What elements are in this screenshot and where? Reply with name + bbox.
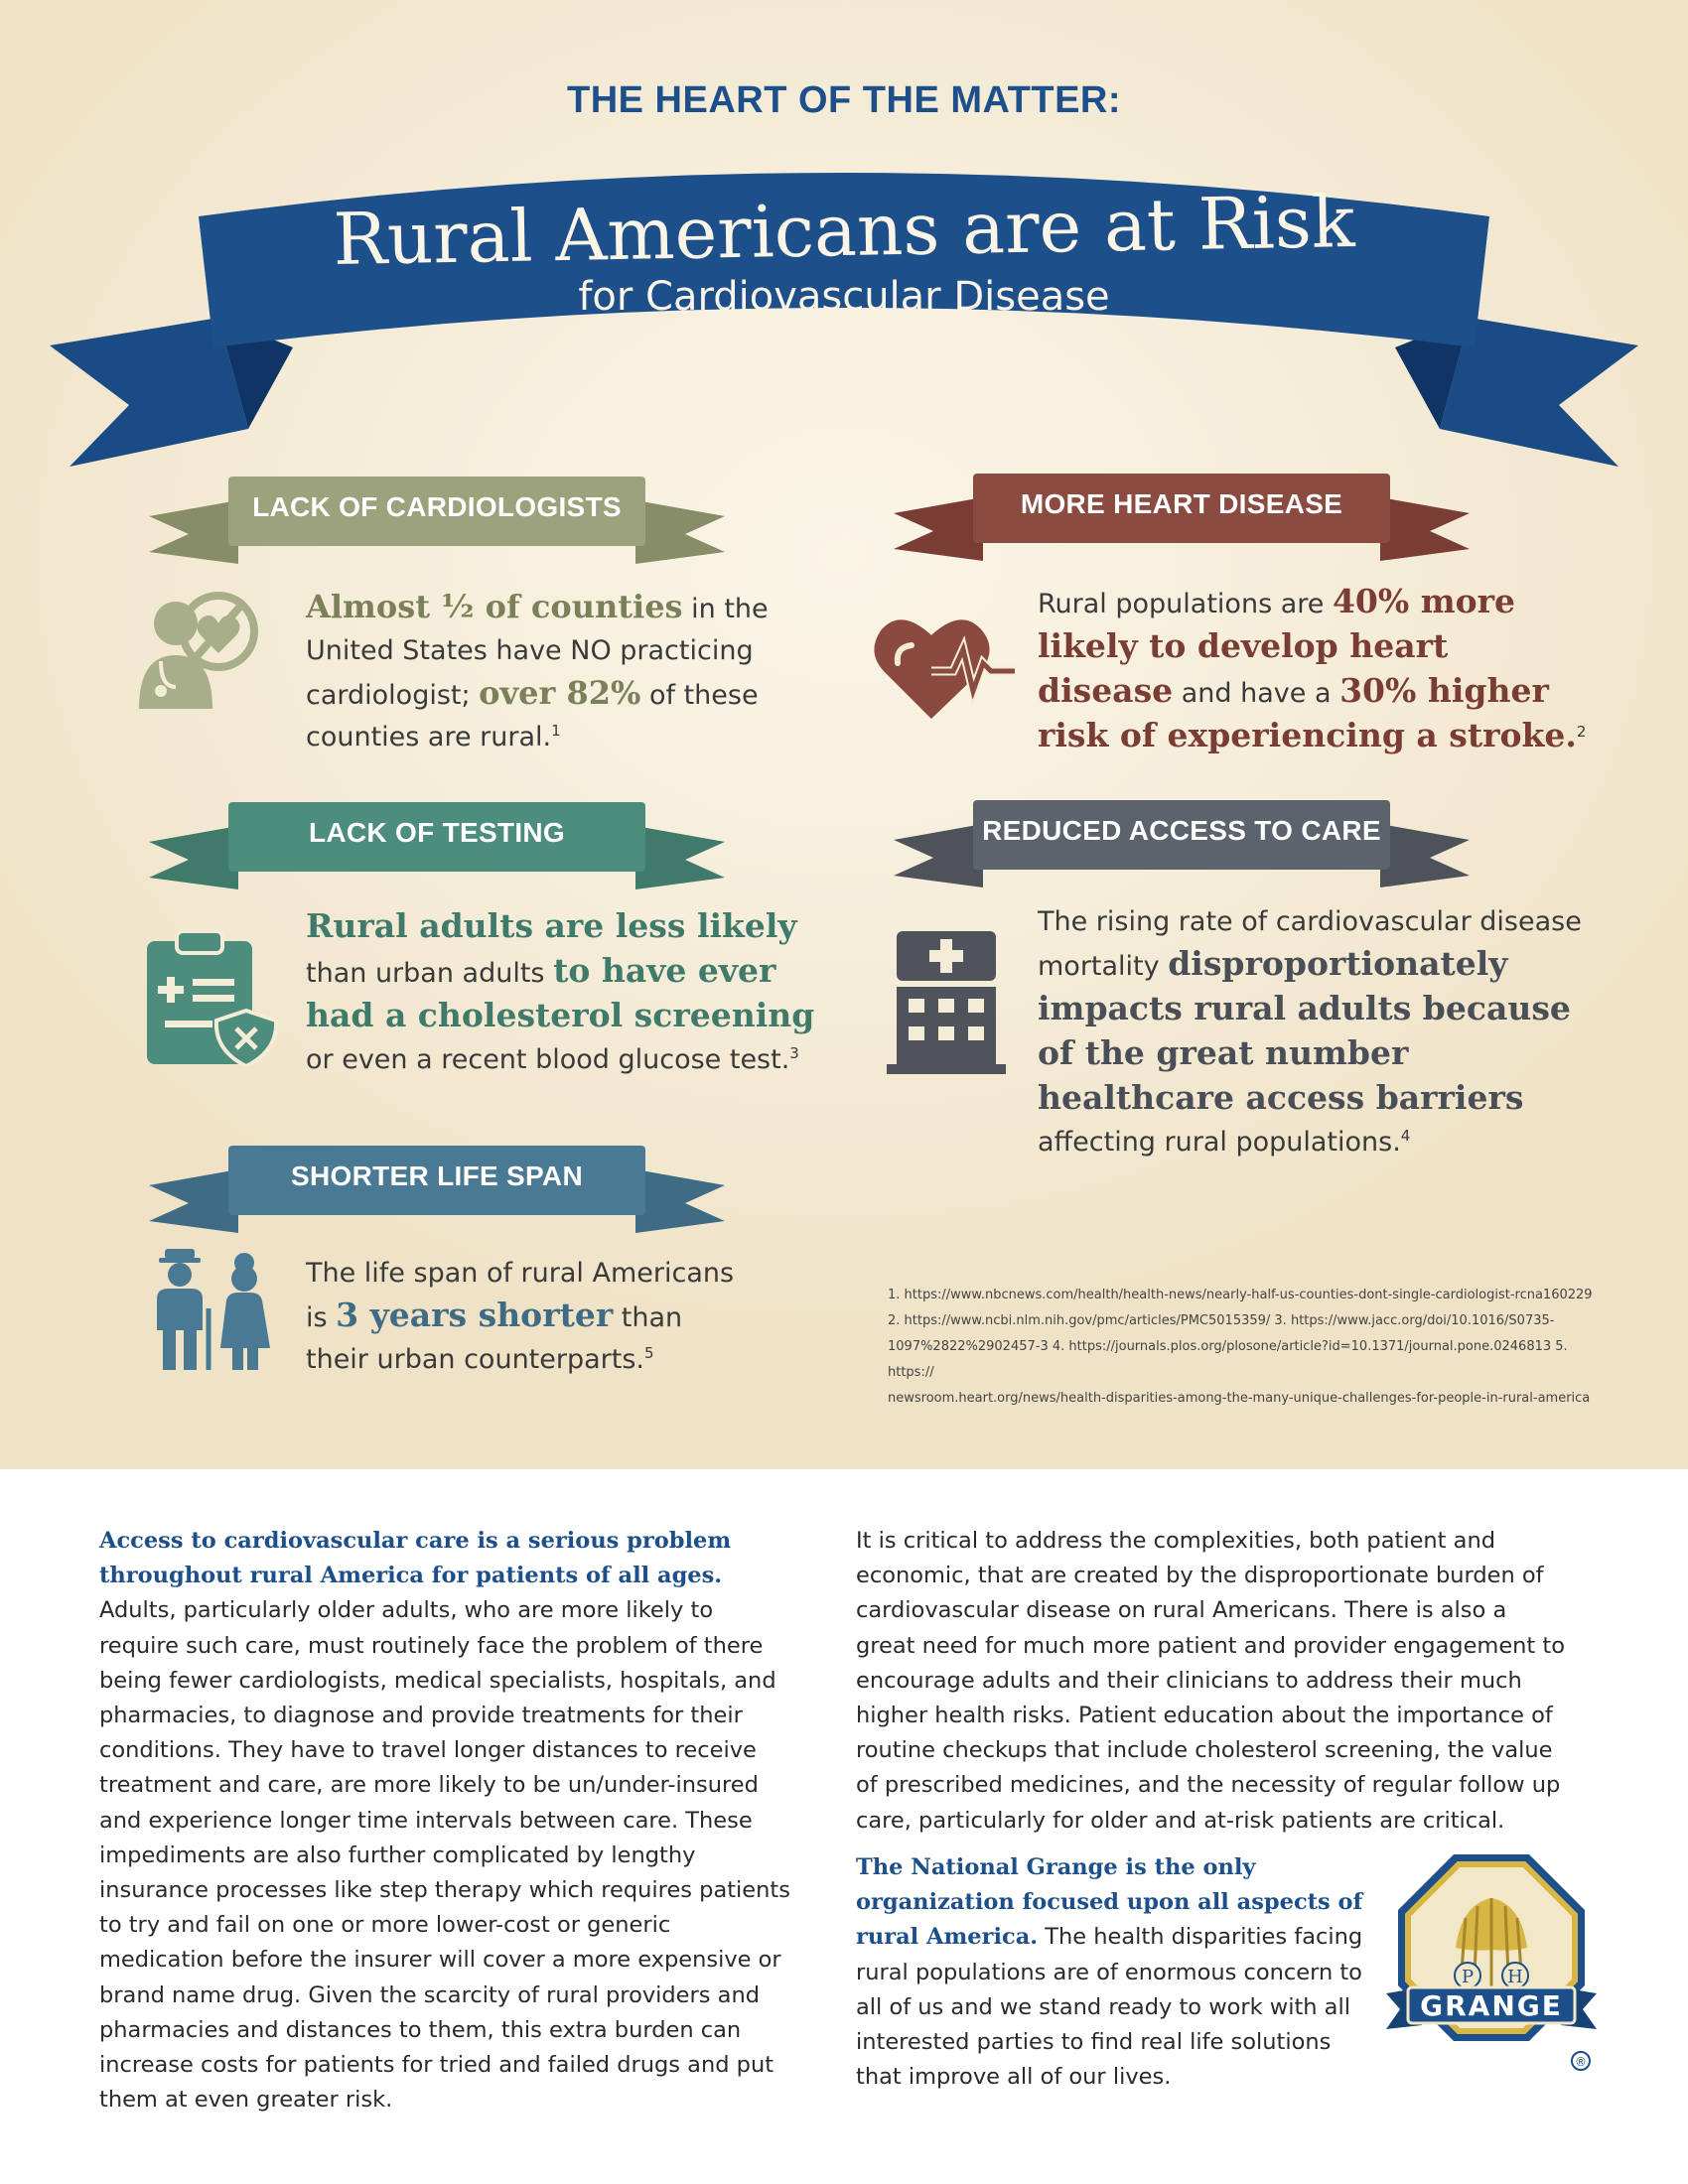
- text-part: Rural populations are: [1038, 589, 1333, 619]
- stat-less-likely: Rural adults are less likely: [306, 906, 797, 945]
- stat-cholesterol-screening: to have ever had a cholesterol screening: [306, 951, 815, 1034]
- lead-access: Access to cardiovascular care is a serious problem throughout rural America for patients of all ages.: [99, 1528, 732, 1589]
- heartbeat-icon: [872, 612, 1016, 721]
- doctor-heart-icon: [131, 592, 260, 711]
- label-lack-of-cardiologists: LACK OF CARDIOLOGISTS: [252, 491, 622, 522]
- lead-grange: The National Grange is the only organization focused upon all aspects of rural America.: [856, 1854, 1363, 1951]
- body-right-paragraph-2: [856, 1850, 1374, 2095]
- stat-3-years: 3 years shorter: [336, 1296, 614, 1334]
- logo-wordmark: GRANGE: [1420, 1989, 1563, 2022]
- logo-initial-left: P: [1461, 1967, 1475, 1987]
- label-shorter-life-span: SHORTER LIFE SPAN: [291, 1160, 583, 1191]
- ref-marker: 3: [789, 1044, 799, 1062]
- text-part: affecting rural populations.: [1038, 1127, 1401, 1158]
- stat-82-percent: over 82%: [479, 674, 641, 712]
- kicker-heading: THE HEART OF THE MATTER:: [566, 79, 1122, 121]
- text-part: of these counties are rural.: [306, 680, 759, 752]
- reference-line[interactable]: 1. https://www.nbcnews.com/health/health-news/nearly-half-us-counties-dont-single-cardiologist-rcna160229: [888, 1288, 1593, 1302]
- ref-marker: 5: [644, 1344, 654, 1362]
- grange-logo: [1382, 1848, 1601, 2079]
- text-part: than their urban counterparts.: [306, 1302, 683, 1375]
- label-more-heart-disease: MORE HEART DISEASE: [1020, 488, 1343, 519]
- text-part: and have a: [1173, 678, 1340, 709]
- references: [888, 1283, 1603, 1412]
- ref-marker: 4: [1400, 1127, 1411, 1145]
- text-part: in the United States have NO practicing cardiologist;: [306, 594, 769, 711]
- body-right-paragraph-1: It is critical to address the complexities, both patient and economic, that are created by the disproportionate burden of cardiovascular disease on rural Americans. There is also a great need for much more patient and provider engagement to encourage adults and their clinicians to address their much higher health risks. Patient education about the importance of routine checkups that include cholesterol screening, the value of prescribed medicines, and the necessity of regular follow up care, particularly for older and at-risk patients are critical.: [856, 1528, 1565, 1834]
- text-lack-of-cardiologists: [306, 586, 822, 758]
- body-left-text: Adults, particularly older adults, who are more likely to require such care, must routinely face the problem of there being fewer cardiologists, medical specialists, hospitals, and pharmacies, to diagnose and provide treatments for their conditions. They have to travel longer distances to receive treatment and care, are more likely to be un/under-insured and experience longer time intervals between care. These impediments are also further complicated by lengthy insurance processes like step therapy which requires patients to try and fail on one or more lower-cost or generic medication before the insurer will cover a more expensive or brand name drug. Given the scarcity of rural providers and pharmacies and distances to them, this extra burden can increase costs for patients for tried and failed drugs and put them at even greater risk.: [99, 1597, 790, 2114]
- text-lack-of-testing: [306, 905, 842, 1081]
- body-right-column: [856, 1524, 1571, 1839]
- main-title: [0, 180, 1688, 322]
- text-part: The life span of rural Americans is: [306, 1258, 735, 1333]
- title-line-2: for Cardiovascular Disease: [578, 274, 1110, 320]
- reference-line[interactable]: 2. https://www.ncbi.nlm.nih.gov/pmc/articles/PMC5015359/ 3. https://www.jacc.org/doi/10.1016/S0735-: [888, 1313, 1555, 1328]
- body-right-text: The health disparities facing rural populations are of enormous concern to all of us and we stand ready to work with all interested parties to find real life solutions that improve all of our lives.: [856, 1924, 1363, 2091]
- stat-30-percent: 30% higher risk of experiencing a stroke.: [1038, 671, 1577, 754]
- hospital-icon: [887, 931, 1006, 1074]
- body-left-column: [99, 1524, 794, 2117]
- ref-marker: 1: [551, 722, 561, 740]
- text-shorter-life-span: [306, 1253, 743, 1381]
- label-reduced-access: REDUCED ACCESS TO CARE: [982, 815, 1381, 846]
- stat-disproportionate: disproportionately impacts rural adults because of the great number healthcare access barriers: [1038, 944, 1571, 1117]
- ref-marker: 2: [1576, 723, 1587, 741]
- text-reduced-access: [1038, 901, 1604, 1163]
- elderly-couple-icon: [147, 1249, 276, 1370]
- text-part: or even a recent blood glucose test.: [306, 1044, 790, 1075]
- logo-initial-right: H: [1507, 1967, 1523, 1987]
- stat-counties: Almost ½ of counties: [306, 588, 683, 625]
- text-part: The rising rate of cardiovascular disease mortality: [1038, 906, 1582, 982]
- registered-mark: ®: [1575, 2055, 1587, 2069]
- clipboard-shield-icon: [147, 927, 281, 1066]
- label-lack-of-testing: LACK OF TESTING: [308, 817, 566, 848]
- text-more-heart-disease: [1038, 581, 1594, 759]
- stat-40-percent: 40% more likely to develop heart disease: [1038, 582, 1516, 710]
- reference-line[interactable]: 1097%2822%2902457-3 4. https://journals.plos.org/plosone/article?id=10.1371/journal.pone.0246813 5. https://: [888, 1339, 1568, 1380]
- text-part: than urban adults: [306, 958, 554, 989]
- reference-line[interactable]: newsroom.heart.org/news/health-disparities-among-the-many-unique-challenges-for-people-in-rural-america: [888, 1391, 1591, 1406]
- title-line-1: Rural Americans are at Risk: [332, 180, 1356, 281]
